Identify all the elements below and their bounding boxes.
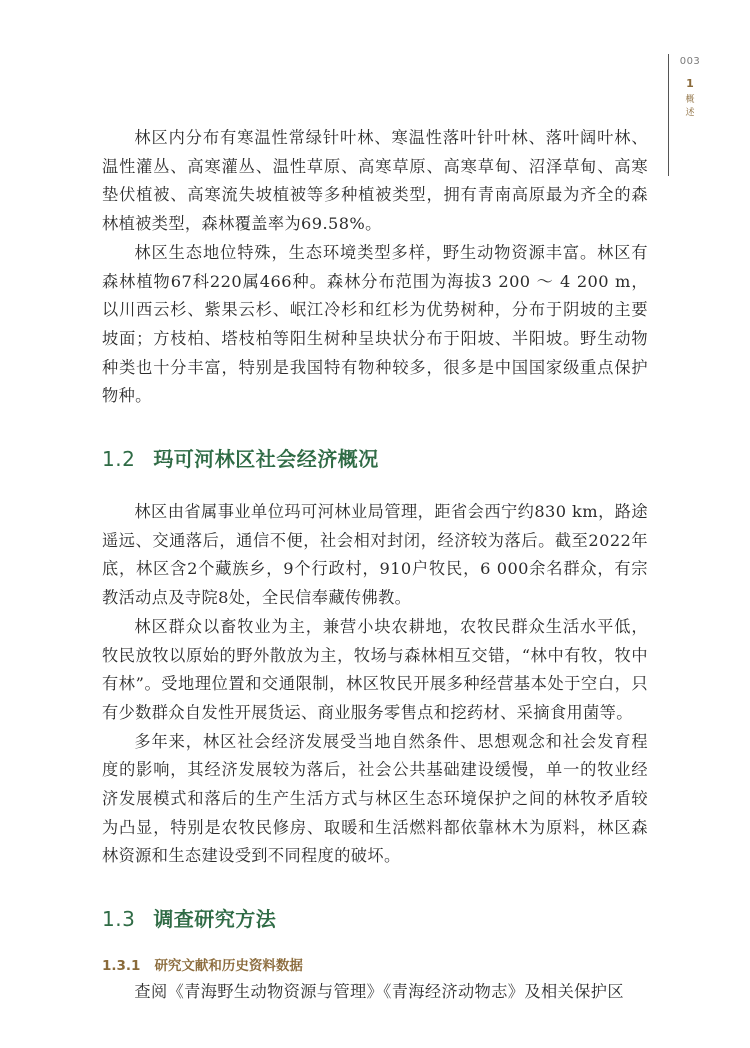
section-number: 1.3 <box>102 907 136 932</box>
body-paragraph: 林区生态地位特殊，生态环境类型多样，野生动物资源丰富。林区有森林植物67科220属466种。森林分布范围为海拔3 200 ～ 4 200 m，以川西云杉、紫果云杉、岷江冷杉和红杉为优势树种，分布于阴坡的主要坡面；方枝柏、塔枝柏等阳生树种呈块状分布于阳坡、半阳坡。野生动物种类也十分丰富，特别是我国特有物种较多，很多是中国国家级重点保护物种。 <box>102 242 648 406</box>
section-heading <box>102 443 648 472</box>
running-head-rule <box>668 54 669 176</box>
subsection-heading <box>102 954 648 974</box>
subsection-title: 研究文献和历史资料数据 <box>154 958 303 975</box>
page-number: 003 <box>679 56 701 67</box>
section-number: 1.2 <box>102 447 136 472</box>
running-head <box>672 56 708 120</box>
body-paragraph: 林区由省属事业单位玛可河林业局管理，距省会西宁约830 km，路途遥远、交通落后，通信不便，社会相对封闭，经济较为落后。截至2022年底，林区含2个藏族乡，9个行政村，910户牧民，6 000余名群众，有宗教活动点及寺院8处，全民信奉藏传佛教。 <box>102 502 648 608</box>
body-paragraph: 查阅《青海野生动物资源与管理》《青海经济动物志》及相关保护区 <box>134 982 624 1002</box>
section-title: 调查研究方法 <box>153 907 277 932</box>
body-paragraph: 多年来，林区社会经济发展受当地自然条件、思想观念和社会发育程度的影响，其经济发展较为落后，社会公共基础建设缓慢，单一的牧业经济发展模式和落后的生产生活方式与林区生态环境保护之间的林牧矛盾较为凸显，特别是农牧民修房、取暖和生活燃料都依靠林木为原料，林区森林资源和生态建设受到不同程度的破坏。 <box>102 731 648 866</box>
body-paragraph: 林区内分布有寒温性常绿针叶林、寒温性落叶针叶林、落叶阔叶林、温性灌丛、高寒灌丛、温性草原、高寒草原、高寒草甸、沼泽草甸、高寒垫伏植被、高寒流失坡植被等多种植被类型，拥有青南高原最为齐全的森林植被类型，森林覆盖率为69.58%。 <box>102 128 648 234</box>
page-content <box>102 124 648 1007</box>
body-paragraph: 林区群众以畜牧业为主，兼营小块农耕地，农牧民群众生活水平低，牧民放牧以原始的野外散放为主，牧场与森林相互交错，“林中有牧，牧中有林”。受地理位置和交通限制，林区牧民开展多种经营基本处于空白，只有少数群众自发性开展货运、商业服务零售点和挖药材、采摘食用菌等。 <box>102 616 648 722</box>
chapter-title: 概述 <box>685 95 695 118</box>
subsection-number: 1.3.1 <box>102 958 141 975</box>
chapter-number: 1 <box>686 77 694 90</box>
section-heading <box>102 903 648 932</box>
section-title: 玛可河林区社会经济概况 <box>153 447 379 472</box>
